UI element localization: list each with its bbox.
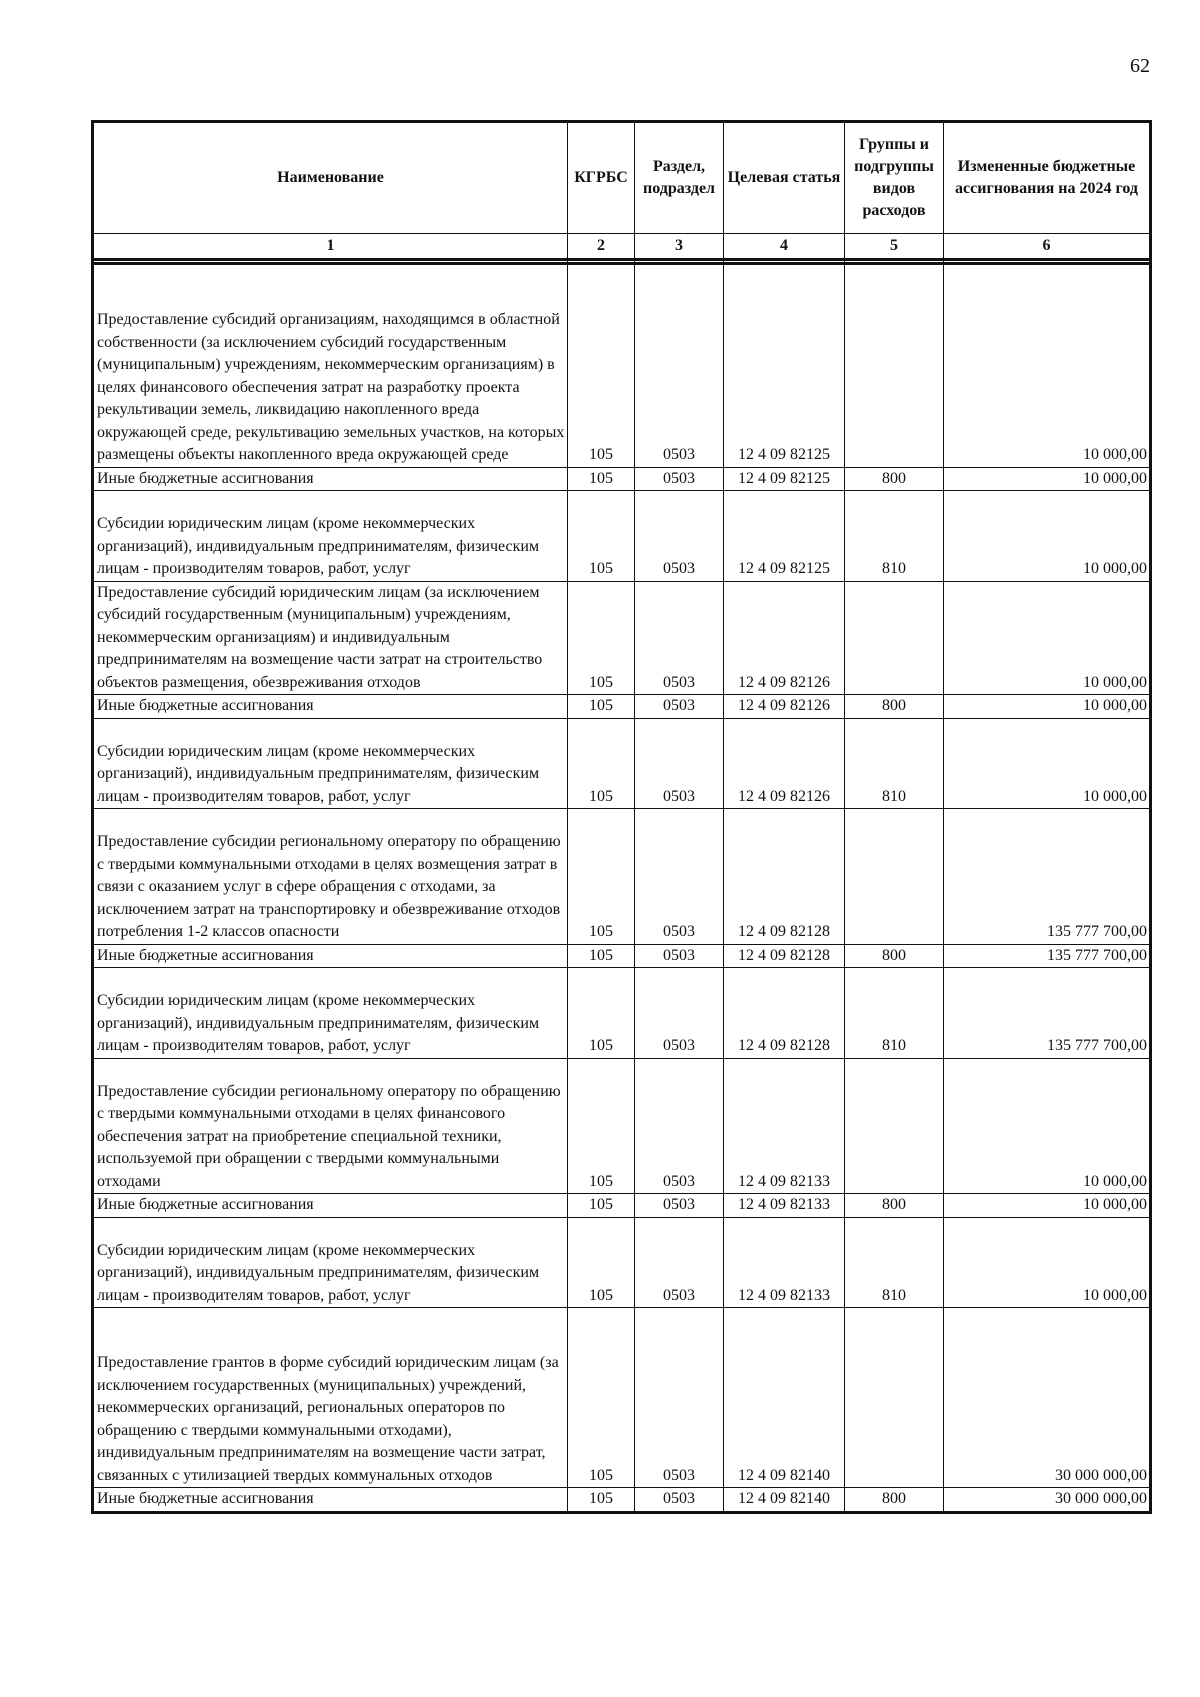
table-row: [93, 968, 1151, 1059]
row-article: 12 4 09 82133: [724, 1058, 845, 1194]
table-body: [93, 260, 1151, 1513]
row-section: 0503: [635, 1217, 724, 1308]
row-kgrbs: 105: [568, 944, 635, 968]
table-row: [93, 264, 1151, 468]
row-section: 0503: [635, 491, 724, 582]
row-kgrbs: 105: [568, 581, 635, 695]
row-section: 0503: [635, 1488, 724, 1513]
column-number: 4: [724, 234, 845, 260]
row-article: 12 4 09 82133: [724, 1194, 845, 1218]
table-row: [93, 809, 1151, 945]
row-kgrbs: 105: [568, 968, 635, 1059]
row-section: 0503: [635, 467, 724, 491]
row-article: 12 4 09 82140: [724, 1308, 845, 1488]
table-row: [93, 718, 1151, 809]
row-group: 810: [845, 968, 944, 1059]
row-article: 12 4 09 82125: [724, 467, 845, 491]
row-article: 12 4 09 82126: [724, 718, 845, 809]
row-group: 800: [845, 944, 944, 968]
row-section: 0503: [635, 968, 724, 1059]
row-article: 12 4 09 82126: [724, 581, 845, 695]
row-name: Предоставление субсидий организациям, находящимся в областной собственности (за исключением субсидий государственным (муниципальным) учреждениям, некоммерческим организациям) в целях финансового обеспечения затрат на разработку проекта рекультивации земель, ликвидацию накопленного вреда окружающей среде, рекультивацию земельных участков, на которых размещены объекты накопленного вреда окружающей среде: [93, 264, 568, 468]
row-group: [845, 264, 944, 468]
row-article: 12 4 09 82126: [724, 695, 845, 719]
row-name: Иные бюджетные ассигнования: [93, 467, 568, 491]
row-article: 12 4 09 82128: [724, 944, 845, 968]
row-name: Иные бюджетные ассигнования: [93, 695, 568, 719]
row-amount: 10 000,00: [944, 695, 1151, 719]
row-section: 0503: [635, 1058, 724, 1194]
row-section: 0503: [635, 809, 724, 945]
row-amount: 10 000,00: [944, 1058, 1151, 1194]
row-kgrbs: 105: [568, 264, 635, 468]
column-number-row: [93, 234, 1151, 260]
row-kgrbs: 105: [568, 1217, 635, 1308]
header-name: Наименование: [93, 122, 568, 234]
row-kgrbs: 105: [568, 695, 635, 719]
row-amount: 10 000,00: [944, 491, 1151, 582]
row-name: Предоставление субсидий юридическим лицам (за исключением субсидий государственным (муниципальным) учреждениям, некоммерческим организациям) и индивидуальным предпринимателям на возмещение части затрат на строительство объектов размещения, обезвреживания отходов: [93, 581, 568, 695]
column-number: 6: [944, 234, 1151, 260]
row-name: Иные бюджетные ассигнования: [93, 944, 568, 968]
column-number: 5: [845, 234, 944, 260]
row-section: 0503: [635, 944, 724, 968]
row-amount: 10 000,00: [944, 581, 1151, 695]
column-number: 2: [568, 234, 635, 260]
row-name: Иные бюджетные ассигнования: [93, 1194, 568, 1218]
row-section: 0503: [635, 1194, 724, 1218]
table-row: [93, 1488, 1151, 1513]
table-row: [93, 1308, 1151, 1488]
table-row: [93, 491, 1151, 582]
row-kgrbs: 105: [568, 1194, 635, 1218]
row-group: [845, 1058, 944, 1194]
header-group: Группы и подгруппы видов расходов: [845, 122, 944, 234]
header-section: Раздел, подраздел: [635, 122, 724, 234]
row-kgrbs: 105: [568, 718, 635, 809]
budget-table: [91, 120, 1149, 1514]
row-amount: 10 000,00: [944, 1194, 1151, 1218]
row-group: 810: [845, 718, 944, 809]
row-amount: 30 000 000,00: [944, 1488, 1151, 1513]
row-amount: 30 000 000,00: [944, 1308, 1151, 1488]
row-amount: 10 000,00: [944, 1217, 1151, 1308]
row-group: 810: [845, 491, 944, 582]
header-amount: Измененные бюджетные ассигнования на 2024 год: [944, 122, 1151, 234]
row-group: [845, 581, 944, 695]
column-number: 3: [635, 234, 724, 260]
row-article: 12 4 09 82128: [724, 968, 845, 1059]
row-article: 12 4 09 82128: [724, 809, 845, 945]
row-amount: 10 000,00: [944, 264, 1151, 468]
row-name: Иные бюджетные ассигнования: [93, 1488, 568, 1513]
table-row: [93, 1194, 1151, 1218]
row-group: 800: [845, 695, 944, 719]
page-number: 62: [1130, 55, 1150, 77]
row-article: 12 4 09 82133: [724, 1217, 845, 1308]
row-section: 0503: [635, 695, 724, 719]
row-section: 0503: [635, 581, 724, 695]
row-kgrbs: 105: [568, 491, 635, 582]
row-name: Субсидии юридическим лицам (кроме некоммерческих организаций), индивидуальным предпринимателям, физическим лицам - производителям товаров, работ, услуг: [93, 968, 568, 1059]
row-group: 810: [845, 1217, 944, 1308]
row-section: 0503: [635, 718, 724, 809]
row-name: Предоставление грантов в форме субсидий юридическим лицам (за исключением государственных (муниципальных) учреждений, некоммерческих организаций, региональных операторов по обращению с твердыми коммунальными отходами), индивидуальным предпринимателям на возмещение части затрат, связанных с утилизацией твердых коммунальных отходов: [93, 1308, 568, 1488]
header-article: Целевая статья: [724, 122, 845, 234]
row-section: 0503: [635, 264, 724, 468]
row-group: 800: [845, 1488, 944, 1513]
row-amount: 135 777 700,00: [944, 944, 1151, 968]
row-name: Субсидии юридическим лицам (кроме некоммерческих организаций), индивидуальным предпринимателям, физическим лицам - производителям товаров, работ, услуг: [93, 491, 568, 582]
table-row: [93, 1058, 1151, 1194]
row-amount: 10 000,00: [944, 467, 1151, 491]
table-row: [93, 467, 1151, 491]
row-kgrbs: 105: [568, 1308, 635, 1488]
row-kgrbs: 105: [568, 1058, 635, 1194]
row-name: Предоставление субсидии региональному оператору по обращению с твердыми коммунальными отходами в целях финансового обеспечения затрат на приобретение специальной техники, используемой при обращении с твердыми коммунальными отходами: [93, 1058, 568, 1194]
table-row: [93, 695, 1151, 719]
column-number: 1: [93, 234, 568, 260]
row-group: [845, 809, 944, 945]
table-row: [93, 581, 1151, 695]
row-name: Субсидии юридическим лицам (кроме некоммерческих организаций), индивидуальным предпринимателям, физическим лицам - производителям товаров, работ, услуг: [93, 718, 568, 809]
row-name: Субсидии юридическим лицам (кроме некоммерческих организаций), индивидуальным предпринимателям, физическим лицам - производителям товаров, работ, услуг: [93, 1217, 568, 1308]
row-kgrbs: 105: [568, 1488, 635, 1513]
row-amount: 135 777 700,00: [944, 809, 1151, 945]
row-name: Предоставление субсидии региональному оператору по обращению с твердыми коммунальными отходами в целях возмещения затрат в связи с оказанием услуг в сфере обращения с отходами, за исключением затрат на транспортировку и обезвреживание отходов потребления 1-2 классов опасности: [93, 809, 568, 945]
header-row: [93, 122, 1151, 234]
row-group: [845, 1308, 944, 1488]
row-amount: 10 000,00: [944, 718, 1151, 809]
row-group: 800: [845, 1194, 944, 1218]
row-section: 0503: [635, 1308, 724, 1488]
table-row: [93, 944, 1151, 968]
row-kgrbs: 105: [568, 467, 635, 491]
row-kgrbs: 105: [568, 809, 635, 945]
header-kgrbs: КГРБС: [568, 122, 635, 234]
row-article: 12 4 09 82125: [724, 491, 845, 582]
row-article: 12 4 09 82125: [724, 264, 845, 468]
row-amount: 135 777 700,00: [944, 968, 1151, 1059]
table-row: [93, 1217, 1151, 1308]
row-group: 800: [845, 467, 944, 491]
row-article: 12 4 09 82140: [724, 1488, 845, 1513]
